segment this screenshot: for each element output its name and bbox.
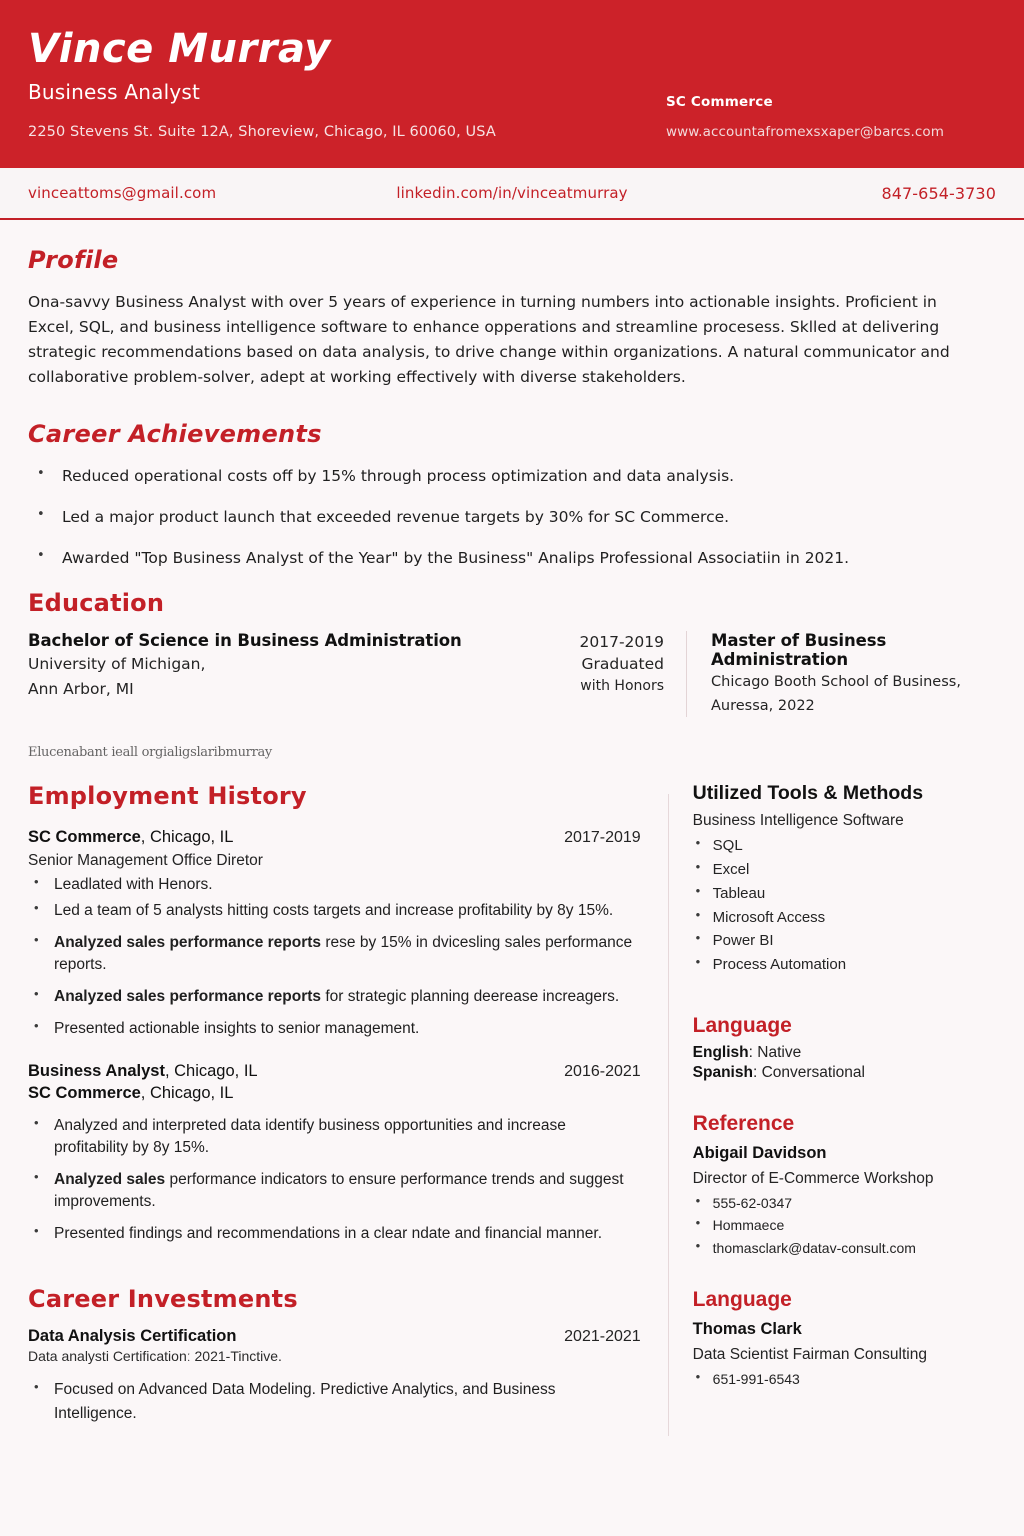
list-item — [28, 874, 641, 896]
main-column-right — [667, 782, 996, 1426]
education-location: Auressa, 2022 — [711, 697, 815, 714]
job-company-name: SC Commerce — [28, 828, 141, 847]
education-school: University of Michigan, — [28, 654, 206, 673]
language-line — [693, 1044, 996, 1062]
column-divider — [668, 794, 669, 1436]
bullet-text: Analyzed and interpreted data identify business opportunities and increase profitability by 8y 15%. — [54, 1117, 566, 1157]
language-value: : Conversational — [752, 1063, 865, 1081]
list-item: • Awarded "Top Business Analyst of the Year" by the Business" Analips Professional Associatiin in 2021. — [28, 548, 996, 570]
list-item — [28, 986, 641, 1008]
list-item: • Led a major product launch that exceeded revenue targets by 30% for SC Commerce. — [28, 507, 996, 529]
sidebar-title-language: Language — [692, 1013, 792, 1037]
section-title-career-investments: Career Investments — [28, 1285, 298, 1314]
job-entry — [28, 828, 641, 1040]
job-location: , Chicago, IL — [164, 1062, 258, 1081]
header-website[interactable]: www.accountafromexsxaper@barcs.com — [666, 124, 945, 140]
career-achievements-list — [28, 466, 996, 569]
job-company — [28, 828, 233, 847]
reference-contact-list-2 — [693, 1369, 996, 1389]
list-item: • Process Automation — [693, 954, 996, 976]
certification-subtitle: Data analysti Certificationː 2021-Tinctive. — [28, 1348, 282, 1365]
education-location: Ann Arbor, MI — [28, 680, 134, 699]
bullet-bold: Analyzed sales performance reports — [54, 988, 322, 1006]
education-block — [28, 631, 996, 718]
job-header — [28, 1062, 641, 1081]
reference-name-2: Thomas Clark — [692, 1319, 802, 1338]
education-school: Chicago Booth School of Business, — [711, 673, 961, 690]
bullet-text: for strategic planning deerease increagers. — [321, 988, 620, 1006]
education-entry-left — [28, 631, 556, 718]
list-item — [28, 1169, 641, 1213]
list-item: • Microsoft Access — [693, 907, 996, 929]
job-role: Senior Management Office Diretor — [28, 852, 263, 870]
education-entry-right — [686, 631, 996, 718]
certification-title: Data Analysis Certification — [28, 1327, 237, 1346]
list-item: • Reduced operational costs off by 15% through process optimization and data analysis. — [28, 466, 996, 488]
language-label: Spanish — [692, 1063, 753, 1081]
section-title-profile: Profile — [28, 246, 119, 274]
sidebar-title-language-2: Language — [692, 1287, 792, 1311]
list-item: • Focused on Advanced Data Modeling. Predictive Analytics, and Business Intelligence. — [28, 1378, 641, 1426]
bullet-text: performance indicators to ensure performance trends and suggest improvements. — [54, 1171, 624, 1211]
list-item: • SQL — [693, 835, 996, 857]
main-column-left — [28, 782, 667, 1426]
bullet-bold: Analyzed sales performance reports — [54, 934, 322, 952]
sidebar-tools-subtitle: Business Intelligence Software — [692, 812, 904, 830]
list-item: • 555-62-0347 — [693, 1193, 996, 1213]
language-value: : Native — [748, 1043, 802, 1061]
job-dates: 2016-2021 — [564, 1063, 641, 1081]
certification-dates: 2021-2021 — [564, 1328, 641, 1346]
candidate-job-title: Business Analyst — [28, 80, 201, 104]
sidebar-title-tools: Utilized Tools & Methods — [692, 782, 924, 805]
job-company-name: SC Commerce — [28, 1084, 141, 1103]
list-item: • Excel — [693, 859, 996, 881]
bullet-bold: Analyzed sales — [54, 1171, 166, 1189]
contact-email[interactable]: vinceattoms@gmail.com — [28, 184, 217, 202]
bullet-text: Led a team of 5 analysts hitting costs targets and increase profitability by 8y 15%. — [54, 902, 614, 920]
sidebar-tools-list — [693, 835, 996, 976]
resume-content — [0, 246, 1024, 1426]
education-status-2: with Honors — [580, 678, 664, 695]
list-item: • 651-991-6543 — [693, 1369, 996, 1389]
job-header — [28, 828, 641, 847]
list-item — [28, 1018, 641, 1040]
job-location: , Chicago, IL — [140, 828, 234, 847]
sidebar-title-reference: Reference — [692, 1111, 795, 1135]
list-item — [28, 900, 641, 922]
contact-bar — [0, 168, 1024, 220]
education-garbled-note: Elucenabant ieall orgialigslaribmurray — [28, 745, 272, 761]
candidate-name: Vince Murray — [28, 26, 331, 72]
main-columns — [28, 782, 996, 1426]
job-entry — [28, 1062, 641, 1245]
list-item: • Power BI — [693, 930, 996, 952]
language-line — [693, 1064, 996, 1082]
reference-role: Director of E-Commerce Workshop — [692, 1169, 934, 1187]
list-item[interactable]: • thomasclark@datav-consult.com — [693, 1238, 996, 1258]
job-location: , Chicago, IL — [140, 1084, 234, 1103]
profile-text: Ona-savvy Business Analyst with over 5 years of experience in turning numbers into actionable insights. Proficient in Excel, SQL, and business intelligence software to enhance opperations and streamline procesess. Sklled at delivering strategic recommendations based on data analysis, to drive change within organizations. A natural communicator and collaborative problem-solver, adept at working effectively with diverse stakeholders. — [28, 293, 950, 387]
job-bullets — [28, 874, 641, 1040]
list-item — [28, 1115, 641, 1159]
list-item: • Tableau — [693, 883, 996, 905]
reference-contact-list — [693, 1193, 996, 1258]
job-company-name: Business Analyst — [28, 1062, 165, 1081]
section-title-employment-history: Employment History — [28, 782, 307, 811]
bullet-text: rese by 15% in dvicesling sales performance reports. — [54, 934, 633, 974]
job-company — [28, 1062, 258, 1081]
reference-name: Abigail Davidson — [692, 1143, 827, 1162]
language-label: English — [692, 1043, 749, 1061]
certification-header — [28, 1327, 641, 1346]
section-title-education: Education — [28, 588, 165, 617]
job-dates: 2017-2019 — [564, 829, 641, 847]
reference-role-2: Data Scientist Fairman Consulting — [692, 1345, 927, 1363]
bullet-text: Presented findings and recommendations in a clear ndate and financial manner. — [54, 1225, 603, 1243]
education-degree: Bachelor of Science in Business Administration — [28, 630, 462, 650]
header-company-block — [666, 94, 996, 140]
job-bullets — [28, 1115, 641, 1245]
education-degree: Master of Business Administration — [711, 630, 887, 669]
education-dates — [556, 631, 666, 718]
contact-phone[interactable]: 847-654-3730 — [881, 183, 996, 203]
resume-header — [0, 0, 1024, 168]
education-date-range: 2017-2019 — [579, 632, 664, 651]
certification-bullets — [28, 1378, 641, 1426]
bullet-text: Presented actionable insights to senior management. — [54, 1020, 420, 1038]
contact-linkedin[interactable]: linkedin.com/in/vinceatmurray — [396, 184, 628, 202]
education-status-1: Graduated — [581, 655, 664, 674]
bullet-text: Leadlated with Henors. — [54, 876, 213, 894]
header-company-name: SC Commerce — [666, 94, 773, 110]
list-item — [28, 932, 641, 976]
candidate-address: 2250 Stevens St. Suite 12A, Shoreview, Chicago, IL 60060, USA — [28, 124, 496, 140]
section-title-career-achievements: Career Achievements — [28, 420, 322, 449]
job-company-secondary — [28, 1084, 641, 1103]
list-item — [28, 1223, 641, 1245]
list-item: • Hommaece — [693, 1215, 996, 1235]
